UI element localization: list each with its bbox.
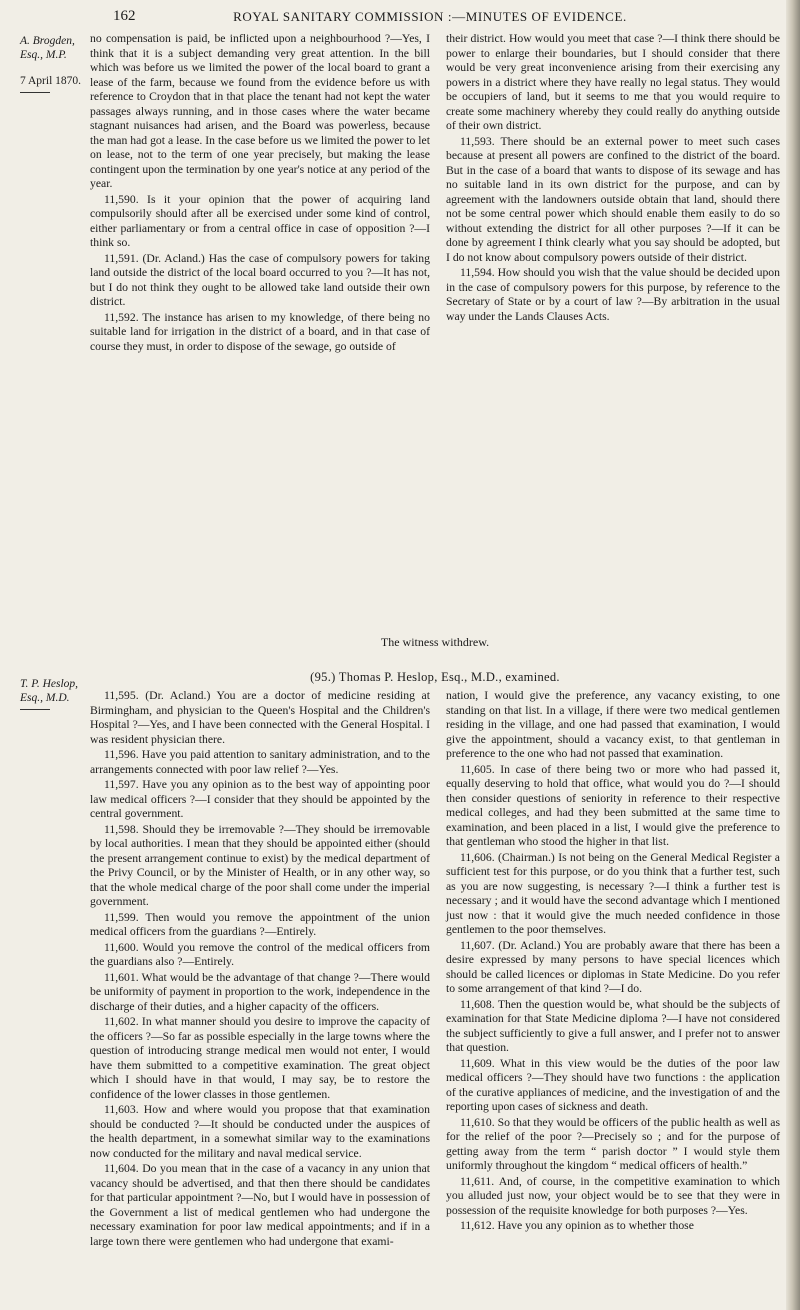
paragraph: 11,607. (Dr. Acland.) You are probably aware that there has been a desire expressed by many persons to have special licences which should be called licences or diplomas in State Medicine. Do you refer to some arrangement of that kind ?—I do. — [446, 938, 780, 995]
paragraph: 11,592. The instance has arisen to my knowledge, of there being no suitable land for irrigation in the district of a board, and in that case of course they must, in order to dispose of the sewage, go outside of — [90, 310, 430, 353]
paragraph: 11,608. Then the question would be, what should be the subjects of examination for that State Medicine diploma ?—I have not considered the subject sufficiently to give a full answer, and I prefer not to answer that question. — [446, 997, 780, 1054]
paragraph: 11,599. Then would you remove the appointment of the union medical officers from the guardians ?—Entirely. — [90, 910, 430, 938]
paragraph: 11,612. Have you any opinion as to whether those — [460, 1219, 694, 1232]
section2-left-column — [90, 689, 430, 1250]
paragraph: 11,605. In case of there being two or more who had passed it, equally deserving to hold that office, what would you do ?—I should then consider questions of seniority in reference to their respective medical colleges, and had they been submitted at the same time to examination, and been placed in a list, I would give the preference to that gentleman who stood the higher in that list. — [446, 762, 780, 848]
paragraph: their district. How would you meet that case ?—I think there should be power to enlarge their boundaries, but I should consider that there would be very great inconvenience arising from their exercising any powers in a district where they have really no legal status. They would be occupiers of land, but it seems to me that you would require to create some machinery whereby they could really do anything outside of their own district. — [446, 32, 780, 132]
paragraph: 11,593. There should be an external power to meet such cases because at present all powers are confined to the district of the board. But in the case of a board that wants to dispose of its sewage and has no suitable land in its own district for the purpose, and can by agreement with the landowners outside obtain that land, should there not be some central power which should enable them easily to do so without extending the district for all other purposes ?—If it can be done by agreement I think clearly what you say should be adopted, but I do not know about compulsory powers outside of their district. — [446, 134, 780, 264]
witness1-name: A. Brogden, — [20, 35, 75, 47]
paragraph: no compensation is paid, be inflicted upon a neighbourhood ?—Yes, I think that it is a subject demanding very great attention. In the bill which was before us we limited the power of the local board to grant a lease of the farm, because we found from the evidence before us with reference to Croydon that in that place the tenant had not kept the water passages always running, and in those cases where the water became stagnant nuisances had arisen, and the Board was powerless, because the man had got a lease. In the case before us we limited the power to let on lease, not to the term of one year precisely, but making the lease contingent upon the termination by one year's notice at any period of the year. — [90, 32, 430, 190]
paragraph: nation, I would give the preference, any vacancy existing, to one standing on that list. In a village, if there were two medical gentlemen residing in the village, and one had passed that examination, I would give the appointment, should a vacancy exist, to that gentleman in preference to the one who had not passed that examination. — [446, 689, 780, 760]
witness2-name: T. P. Heslop, — [20, 678, 79, 690]
section2-right-column — [446, 689, 780, 1235]
paragraph: 11,610. So that they would be officers of the public health as well as for the relief of the poor ?—Precisely so ; and for the purpose of getting away from the term “ parish doctor ” I would style them uniformly throughout the kingdom “ medical officers of health.” — [446, 1115, 780, 1172]
paragraph: 11,609. What in this view would be the duties of the poor law medical officers ?—They should have two functions : the application of the curative appliances of medicine, and the investigation of and the reporting upon cases of sickness and death. — [446, 1056, 780, 1113]
margin-rule — [20, 92, 50, 93]
paragraph: 11,597. Have you any opinion as to the best way of appointing poor law medical officers ?—I consider that they should be appointed by the central government. — [90, 778, 430, 820]
page-number: 162 — [113, 8, 136, 24]
paragraph: 11,603. How and where would you propose that that examination should be conducted ?—It should be conducted under the auspices of the health department, in a somewhat similar way to the examinations now conducted for the military and naval medical service. — [90, 1103, 430, 1160]
paragraph: 11,600. Would you remove the control of the medical officers from the guardians also ?—Entirely. — [90, 940, 430, 968]
paragraph: 11,591. (Dr. Acland.) Has the case of compulsory powers for taking land outside the district of the local board occurred to you ?—It has not, but I do not think they ought to be allowed take land outside their own district. — [90, 251, 430, 308]
page-edge-shadow — [786, 0, 800, 1310]
paragraph: 11,595. (Dr. Acland.) You are a doctor of medicine residing at Birmingham, and physician to the Queen's Hospital and the Children's Hospital ?—Yes, and I have been connected with the General Hospital. I was resident physician there. — [90, 689, 430, 746]
running-title: ROYAL SANITARY COMMISSION :—MINUTES OF EVIDENCE. — [233, 9, 627, 24]
paragraph: 11,602. In what manner should you desire to improve the capacity of the officers ?—So far as possible especially in the large towns where the question of introducing strange medical men would not enter, I would have them submitted to a competitive examination. The great object which I should have in that would, I may say, be to restore the confidence of the lower classes in those gentlemen. — [90, 1015, 430, 1101]
paragraph: 11,598. Should they be irremovable ?—They should be irremovable by local authorities. I mean that they should be appointed either (should the present arrangement continue to exist) by the medical department of the Privy Council, or by the Minister of Health, or in any other way, so that the whole medical charge of the poor shall come under the imperial government. — [90, 822, 430, 908]
section1-right-column — [446, 32, 780, 325]
section-heading: (95.) Thomas P. Heslop, Esq., M.D., examined. — [310, 670, 560, 684]
paragraph: 11,590. Is it your opinion that the power of acquiring land compulsorily should after all be exercised under some kind of control, either parliamentary or from a central office in case of opposition ?—I think so. — [90, 192, 430, 249]
paragraph: 11,606. (Chairman.) Is not being on the General Medical Register a sufficient test for this purpose, or do you think that a further test, such as you are now suggesting, is necessary ?—I think a further test is necessary ; and it would have the second advantage which I mentioned just now : that it would give the much needed confidence in those gentlemen to the poor themselves. — [446, 850, 780, 936]
margin-rule — [20, 709, 50, 710]
witness1-margin-note — [20, 34, 84, 93]
witness2-title: Esq., M.D. — [20, 692, 70, 704]
section1-left-column — [90, 32, 430, 355]
witness2-margin-note — [20, 677, 84, 710]
paragraph: 11,604. Do you mean that in the case of a vacancy in any union that vacancy should be advertised, and that then there should be candidates for that particular appointment ?—No, but I would have in possession of the Government a list of medical gentlemen who had undergone the necessary examination for poor law medical appointments; and if in a large town there were gentlemen who had undergone that exami- — [90, 1162, 430, 1248]
witness-withdrew: The witness withdrew. — [380, 635, 490, 649]
paragraph: 11,594. How should you wish that the value should be decided upon in the case of compulsory powers for this purpose, by reference to the Secretary of State or by a court of law ?—By arbitration in the usual way under the Lands Clauses Acts. — [446, 266, 780, 323]
paragraph: 11,611. And, of course, in the competitive examination to which you alluded just now, your object would be to see that they were in possession of the requisite knowledge for both purposes ?—Yes. — [446, 1174, 780, 1217]
paragraph: 11,596. Have you paid attention to sanitary administration, and to the arrangements connected with poor law relief ?—Yes. — [90, 748, 430, 776]
witness1-date: 7 April 1870. — [20, 75, 82, 87]
page-header — [0, 6, 800, 30]
paragraph: 11,601. What would be the advantage of that change ?—There would be uniformity of payment in proportion to the work, independence in the discharge of their duties, and a higher capacity of the officers. — [90, 970, 430, 1013]
witness1-title: Esq., M.P. — [20, 49, 67, 61]
